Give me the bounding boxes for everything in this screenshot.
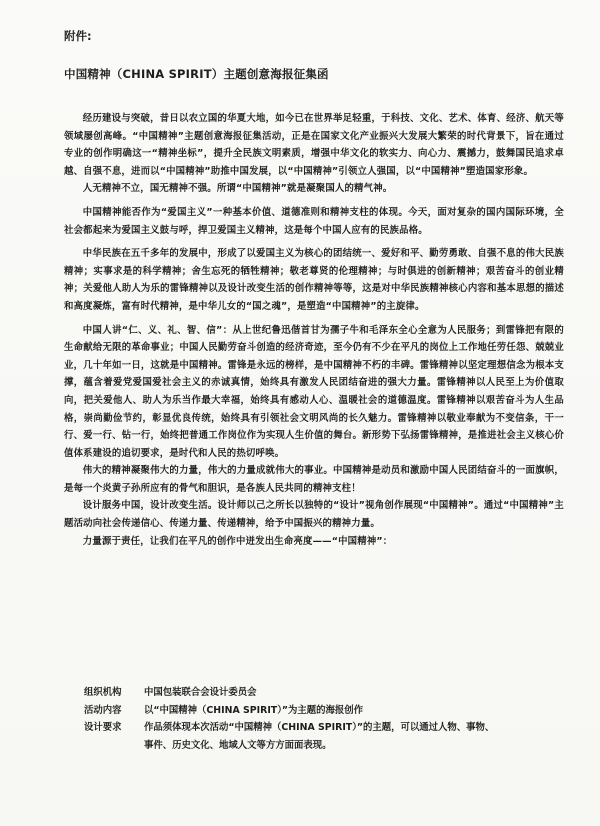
paragraph-design: 设计服务中国，设计改变生活。设计师以己之所长以独特的“设计”视角创作展现“中国精神”。通过“中国精神”主题活动向社会传递信心、传递力量、传递精神，给予中国振兴的精神力量。: [64, 500, 564, 530]
detail-row-content: [84, 702, 554, 720]
detail-value-continuation: 事件、历史文化、地域人文等方方面面表现。: [144, 739, 332, 751]
paragraph-great-strength: 伟大的精神凝聚伟大的力量，伟大的力量成就伟大的事业。中国精神是动员和激励中国人民团结奋斗的一面旗帜，是每一个炎黄子孙所应有的骨气和胆识，是各族人民共同的精神支柱！: [64, 465, 564, 494]
detail-label: 组织机构: [84, 687, 122, 698]
paragraph-intro: 经历建设与突破，昔日以农立国的华夏大地，如今已在世界举足轻重，于科技、文化、艺术、体育、经济、航天等领域屡创高峰。“中国精神”主题创意海报征集活动，正是在国家文化产业振兴大发展大繁荣的时代背景下，旨在通过专业的创作明确这一“精神坐标”，提升全民族文明素质，增强中华文化的软实力、向心力、震撼力，鼓舞国民追求卓越、自强不息，进而以“中国精神”助推中国发展，以“中国精神”引领立人强国，以“中国精神”塑造国家形象。: [64, 113, 564, 177]
detail-value: 以“中国精神（CHINA SPIRIT）”为主题的海报创作: [144, 704, 364, 716]
paragraph-spirit: 人无精神不立，国无精神不强。所谓“中国精神”就是凝聚国人的精气神。: [82, 183, 393, 195]
paragraph-national-spirit: 中华民族在五千多年的发展中，形成了以爱国主义为核心的团结统一、爱好和平、勤劳勇敢、自强不息的伟大民族精神；实事求是的科学精神；舍生忘死的牺牲精神；敬老尊贤的伦理精神；与时俱进的创新精神；艰苦奋斗的创业精神；关爱他人助人为乐的雷锋精神以及设计改变生活的创作精神等等，这是对中华民族精神核心内容和基本思想的描述和高度凝炼，富有时代精神，是中华儿女的“国之魂”，是塑造“中国精神”的主旋律。: [64, 248, 564, 312]
detail-row-organizer: [84, 684, 554, 702]
paragraph-leifeng: 中国人讲“仁、义、礼、智、信”：从上世纪鲁迅偕首甘为孺子牛和毛泽东全心全意为人民服务；到雷锋把有限的生命献给无限的革命事业；中国人民勤劳奋斗创造的经济奇迹，至今仍有不少在平凡的岗位上工作地任劳任怨、兢兢业业，几十年如一日，这就是中国精神。雷锋是永远的榜样，是中国精神不朽的丰碑。雷锋精神以坚定理想信念为根本支撑，蕴含着爱党爱国爱社会主义的赤诚真情，始终具有激发人民团结奋进的强大力量。雷锋精神以人民至上为价值取向，把关爱他人、助人为乐当作最大幸福，始终具有感动人心、温暖社会的道德温度。雷锋精神以艰苦奋斗为人生品格，崇尚勤俭节约，彰显优良传统，始终具有引领社会文明风尚的长久魅力。雷锋精神以敬业奉献为不变信条，干一行、爱一行、钻一行，始终把普通工作岗位作为实现人生价值的舞台。新形势下弘扬雷锋精神，是推进社会主义核心价值体系建设的追切要求，是时代和人民的热切呼唤。: [64, 324, 564, 459]
detail-value: 中国包装联合会设计委员会: [144, 687, 257, 698]
document-body: [64, 110, 564, 550]
document-title: 中国精神（CHINA SPIRIT）主题创意海报征集函: [64, 67, 329, 81]
detail-row-requirements: [84, 719, 554, 737]
paragraph-patriotism: 中国精神能否作为“爱国主义”一种基本价值、道德准则和精神支柱的体现。今天，面对复杂的国内国际环境，全社会都起来为爱国主义鼓与呼，捍卫爱国主义精神，这是每个中国人应有的民族品格。: [64, 206, 564, 236]
detail-label: 活动内容: [84, 704, 122, 716]
paragraph-responsibility: 力量源于责任，让我们在平凡的创作中迸发出生命亮度——“中国精神”：: [82, 535, 393, 547]
detail-value: 作品须体现本次活动“中国精神（CHINA SPIRIT）”的主题，可以通过人物、事物、: [144, 722, 495, 734]
attachment-label: 附件:: [64, 29, 92, 43]
detail-label: 设计要求: [84, 722, 122, 734]
details-section: [84, 684, 554, 754]
